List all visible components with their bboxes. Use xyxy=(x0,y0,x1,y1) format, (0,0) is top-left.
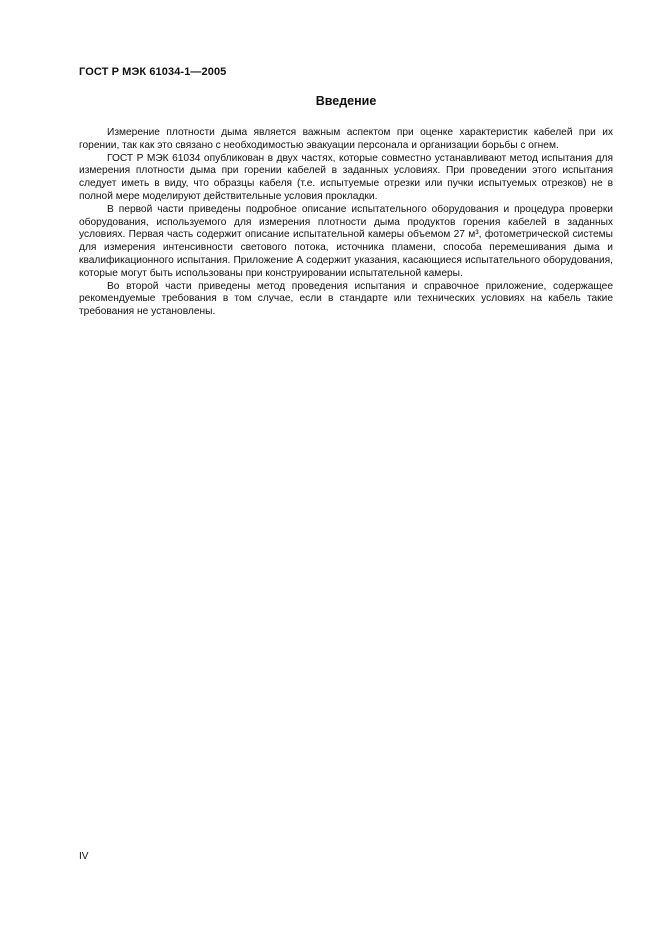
paragraph-2: ГОСТ Р МЭК 61034 опубликован в двух частях, которые совместно устанавливают метод испытания для измерения плотности дыма при горении кабелей в заданных условиях. При проведении этого испытания следует иметь в виду, что образцы кабеля (т.е. испытуемые отрезки или пучки испытуемых отрезков) не в полной мере моделируют действительные условия прокладки. xyxy=(79,152,613,202)
paragraph-4: Во второй части приведены метод проведения испытания и справочное приложение, содержащее рекомендуемые требования в том случае, если в стандарте или технических условиях на кабель такие требования не установлены. xyxy=(79,280,613,318)
paragraph-3: В первой части приведены подробное описание испытательного оборудования и процедура проверки оборудования, используемого для измерения плотности дыма продуктов горения кабелей в заданных условиях. Первая часть содержит описание испытательной камеры объемом 27 м³, фотометрической системы для измерения интенсивности светового потока, источника пламени, способа перемешивания дыма и квалификационного испытания. Приложение А содержит указания, касающиеся испытательного оборудования, которые могут быть использованы при конструировании испытательной камеры. xyxy=(79,203,613,279)
body-text xyxy=(79,127,613,319)
page-number: IV xyxy=(79,851,89,862)
standard-code: ГОСТ Р МЭК 61034-1—2005 xyxy=(79,66,227,78)
paragraph-1: Измерение плотности дыма является важным аспектом при оценке характеристик кабелей при их горении, так как это связано с необходимостью эвакуации персонала и организации борьбы с огнем. xyxy=(79,127,613,151)
section-title: Введение xyxy=(315,94,377,108)
